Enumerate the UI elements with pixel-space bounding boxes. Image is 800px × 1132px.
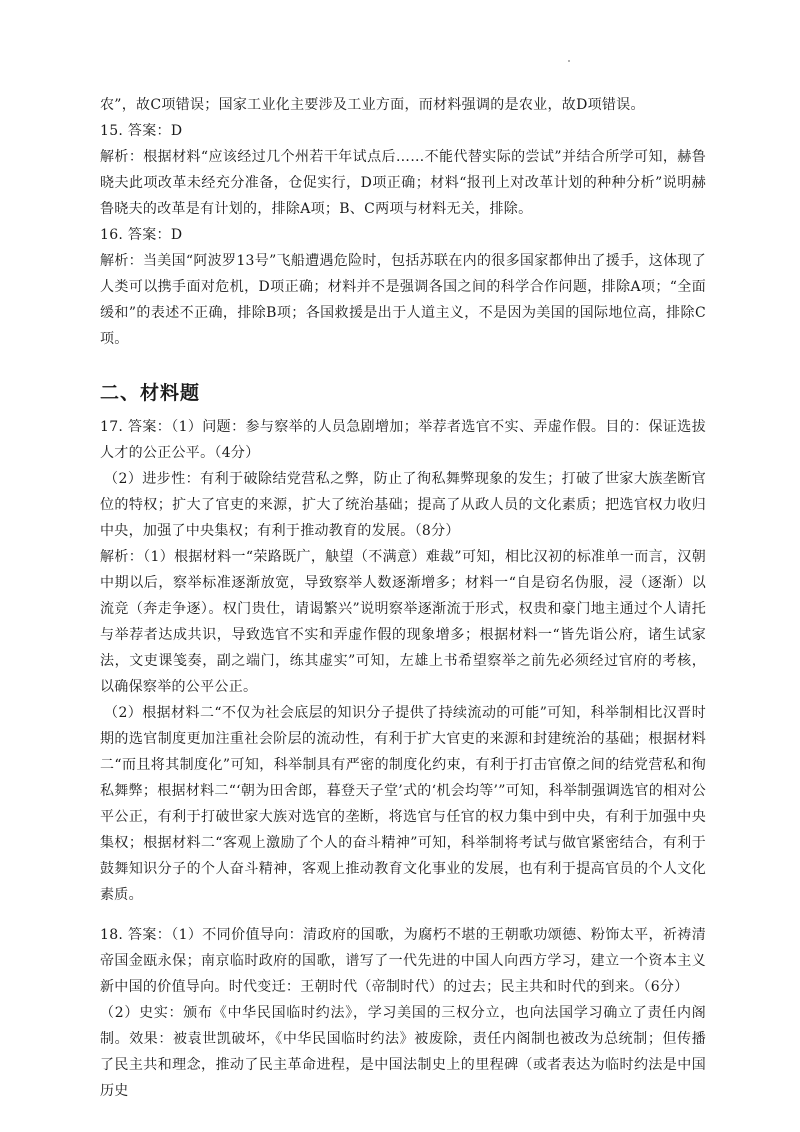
document-body: [100, 92, 706, 1104]
answer-18-part2: （2）史实：颁布《中华民国临时约法》，学习美国的三权分立，也向法国学习确立了责任内阁制。效果：被袁世凯破坏，《中华民国临时约法》被废除，责任内阁制也被改为总统制；但传播了民主共和理念，推动了民主革命进程，是中国法制史上的里程碑（或者表达为临时约法是中国历史: [100, 1005, 706, 1099]
answer-17-part1: 17. 答案：（1）问题：参与察举的人员急剧增加；举荐者选官不实、弄虚作假。目的：保证选拔人才的公正公平。（4分）: [100, 419, 706, 461]
answer-17-analysis-2: （2）根据材料二“不仅为社会底层的知识分子提供了持续流动的可能”可知，科举制相比汉晋时期的选官制度更加注重社会阶层的流动性，有利于扩大官吏的来源和封建统治的基础；根据材料二“而且将其制度化”可知，科举制具有严密的制度化约束，有利于打击官僚之间的结党营私和徇私舞弊；根据材料二“‘朝为田舍郎，暮登天子堂’式的‘机会均等’”可知，科举制强调选官的相对公平公正，有利于打破世家大族对选官的垄断，将选官与任官的权力集中到中央，有利于加强中央集权；根据材料二“客观上激励了个人的奋斗精神”可知，科举制将考试与做官紧密结合，有利于鼓舞知识分子的个人奋斗精神，客观上推动教育文化事业的发展，也有利于提高官员的个人文化素质。: [100, 705, 706, 903]
section-heading-material: 二、材料题: [100, 382, 201, 404]
paragraph-gap: [100, 908, 706, 922]
answer-15-label: 15. 答案：D: [100, 123, 183, 139]
answer-17-analysis-1: 解析：（1）根据材料一“荣路既广，觖望（不满意）难裁”可知，相比汉初的标准单一而言，汉朝中期以后，察举标准逐渐放宽，导致察举人数逐渐增多；材料一“自是窃名伪服，浸（逐渐）以流竞（奔走争逐）。权门贵仕，请谒繁兴”说明察举逐渐流于形式，权贵和豪门地主通过个人请托与举荐者达成共识，导致选官不实和弄虚作假的现象增多；根据材料一“皆先诣公府，诸生试家法，文吏课笺奏，副之端门，练其虚实”可知，左雄上书希望察举之前先必须经过官府的考核，以确保察举的公平公正。: [100, 549, 706, 695]
page-dot-mark: [568, 60, 570, 62]
answer-17-part2: （2）进步性：有利于破除结党营私之弊，防止了徇私舞弊现象的发生；打破了世家大族垄断官位的特权；扩大了官吏的来源，扩大了统治基础；提高了从政人员的文化素质；把选官权力收归中央，加强了中央集权；有利于推动教育的发展。（8分）: [100, 471, 706, 539]
answer-16-label: 16. 答案：D: [100, 227, 183, 243]
answer-14-tail: 农”，故C项错误；国家工业化主要涉及工业方面，而材料强调的是农业，故D项错误。: [100, 97, 645, 113]
answer-18-part1: 18. 答案：（1）不同价值导向：清政府的国歌，为腐朽不堪的王朝歌功颂德、粉饰太平，祈祷清帝国金瓯永保；南京临时政府的国歌，谱写了一代先进的中国人向西方学习，建立一个资本主义新中国的价值导向。时代变迁：王朝时代（帝制时代）的过去；民主共和时代的到来。（6分）: [100, 927, 706, 995]
answer-16-analysis: 解析：当美国“阿波罗13号”飞船遭遇危险时，包括苏联在内的很多国家都伸出了援手，这体现了人类可以携手面对危机，D项正确；材料并不是强调各国之间的科学合作问题，排除A项；“全面缓和”的表述不正确，排除B项；各国救援是出于人道主义，不是因为美国的国际地位高，排除C项。: [100, 253, 706, 347]
answer-15-analysis: 解析：根据材料“应该经过几个州若干年试点后……不能代替实际的尝试”并结合所学可知，赫鲁晓夫此项改革未经充分准备，仓促实行，D项正确；材料“报刊上对改革计划的种种分析”说明赫鲁晓夫的改革是有计划的，排除A项；B、C两项与材料无关，排除。: [100, 149, 706, 217]
